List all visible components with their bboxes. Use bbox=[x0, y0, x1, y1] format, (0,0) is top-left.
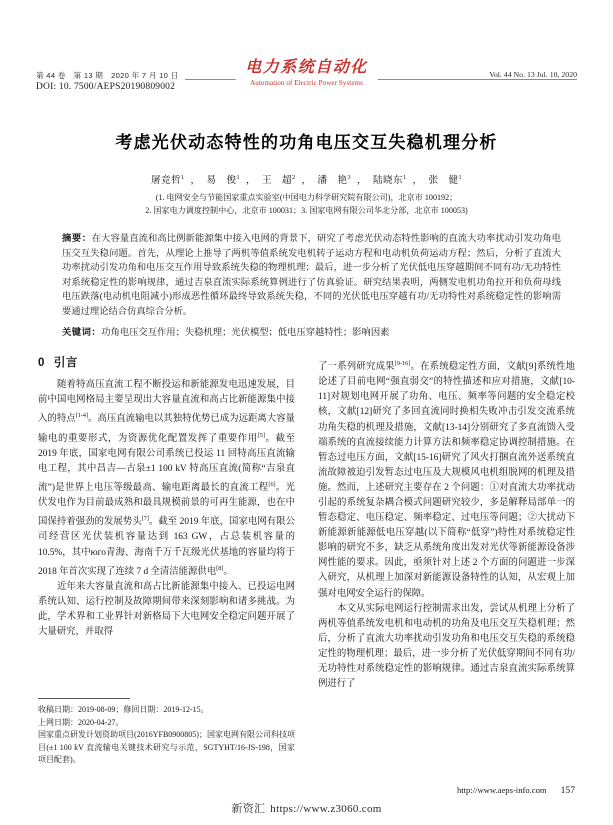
journal-title-en: Automation of Electric Power Systems bbox=[250, 79, 363, 87]
author-affiliation-marker: 1 bbox=[236, 173, 241, 181]
body-column-right bbox=[318, 356, 575, 692]
keywords-paragraph bbox=[62, 326, 561, 341]
volume-issue-date-cn: 第 44 卷 第 13 期 2020 年 7 月 10 日 bbox=[36, 70, 185, 81]
affiliation-line: (1. 电网安全与节能国家重点实验室(中国电力科学研究院有限公司)，北京市 100192； bbox=[155, 193, 458, 202]
footnote-line: 国家重点研发计划资助项目(2016YFB0900805)；国家电网有限公司科技项目(±1 100 kV 直流输电关键技术研究与示范，SGTYHT/16-JS-198，国家项目配套)。 bbox=[38, 730, 295, 765]
footnote-rule bbox=[38, 698, 130, 699]
citation-ref: [8] bbox=[216, 564, 224, 572]
author-separator: ， bbox=[412, 175, 423, 186]
masthead bbox=[36, 58, 577, 98]
abstract-paragraph bbox=[62, 232, 561, 320]
abstract-block bbox=[62, 232, 561, 340]
journal-title-cn: 电力系统自动化 bbox=[245, 59, 368, 76]
body-paragraph: 近年来大容量直流和高占比新能源集中接入、已投运电网系统认知、运行控制及故障期间带来深刻影响和诸多挑战。为此，学术界和工业界针对新格局下大电网安全稳定问题开展了大量研究，并取得 bbox=[38, 581, 295, 638]
page-number: 157 bbox=[560, 785, 575, 796]
volume-issue-date-en: Vol. 44 No. 13 Jul. 10, 2020 bbox=[483, 70, 577, 79]
affiliation-line: 2. 国家电力调度控制中心，北京市 100031；3. 国家电网有限公司华北分部，北京市 100053) bbox=[145, 205, 468, 215]
body-paragraph: 了一系列研究成果[9-16]。在系统稳定性方面，文献[9]系统性地论述了目前电网“强直弱交”的特性描述和应对措施，文献[10-11]对规划电网开展了功角、电压、频率等问题的安全稳定校核，文献[12]研究了多回直流同时换相失败冲击引发交流系统功角失稳的机理及措施，文献[13-14]分别研究了多直流馈入受端系统的直流接续能力计算方法和频率稳定协调控制措施。在暂态过电压方面，文献[15-16]研究了风火打捆直流外送系统直流故障被迫引发暂态过电压及大规模风电机组脱网的机理及措施。然而，上述研究主要存在 2 个问题：①对直流大功率扰动引起的系统复杂耦合模式问题研究较少，多是解释局部单一的暂态稳定、电压稳定、频率稳定、过电压等问题；②大扰动下新能源新能源低电压穿越(以下简称“低穿”)特性对系统稳定性影响的研究不多，缺乏从系统角度出发对光伏等新能源设备涉网性能的要求。因此，亟须针对上述 2 个方面的问题进一步深入研究，从机理上加深对新能源设备特性的认知，从宏观上加强对电网安全运行的保障。 bbox=[318, 360, 575, 599]
page-footer bbox=[318, 785, 575, 796]
author-separator: ， bbox=[301, 175, 312, 186]
citation-ref: [9-16] bbox=[394, 360, 411, 367]
author-name: 陆晓东$^1$ bbox=[372, 173, 407, 186]
footnote-block bbox=[38, 698, 295, 767]
affiliations bbox=[56, 192, 557, 217]
author-name: 潘 艳$^3$ bbox=[317, 173, 351, 186]
author-name: 屠竞哲$^1$ bbox=[151, 173, 185, 186]
citation-ref: [5] bbox=[257, 431, 266, 439]
keywords-text: 功角电压交互作用；失稳机理；光伏模型；低电压穿越特性；影响因素 bbox=[101, 327, 390, 338]
abstract-label: 摘要： bbox=[62, 234, 92, 244]
watermark-url: https://www.z3060.com bbox=[270, 803, 382, 815]
author-affiliation-marker: 1 bbox=[402, 173, 407, 181]
author-affiliation-marker: 1 bbox=[458, 173, 462, 181]
watermark bbox=[0, 800, 613, 816]
abstract-text: 在大容量直流和高比例新能源集中接入电网的背景下，研究了考虑光伏动态特性影响的直流大功率扰动引发功角电压交互失稳问题。首先，从理论上推导了两机等值系统发电机转子运动方程和电动机负荷运动方程；然后，分析了直流大功率扰动引发功角和电压交互作用导致系统失稳的物理机理；最后，进一步分析了光伏低电压穿越期间不同有功/无功特性对系统稳定性的影响规律，通过吉泉直流实际系统算例进行了仿真验证。研究结果表明，两侧发电机功角拉开和负荷母线电压跌落(电动机电阻减小)形成恶性循环最终导致系统失稳，不同的光伏低电压穿越有功/无功特性对系统稳定性的影响需要通过理论结合仿真综合分析。 bbox=[62, 234, 561, 317]
page-title: 考虑光伏动态特性的功角电压交互失稳机理分析 bbox=[115, 133, 498, 152]
journal-logo bbox=[235, 58, 378, 88]
section-number: 0 bbox=[38, 357, 45, 369]
author-affiliation-marker: 3 bbox=[347, 173, 351, 181]
footnote-line: 上网日期：2020-04-27。 bbox=[38, 717, 124, 727]
keywords-label: 关键词： bbox=[62, 327, 102, 338]
author-affiliation-marker: 2 bbox=[292, 173, 296, 181]
section-title: 引言 bbox=[53, 357, 78, 369]
author-separator: ， bbox=[356, 175, 367, 186]
author-separator: ， bbox=[246, 175, 257, 186]
watermark-label: 新资汇 bbox=[231, 803, 266, 815]
citation-ref: [7] bbox=[141, 515, 149, 523]
body-paragraph: 本文从实际电网运行控制需求出发，尝试从机理上分析了两机等值系统发电机和电动机的功角及电压交互失稳机理；然后，分析了直流大功率扰动引发功角和电压交互失稳的系统稳定性的物理机理；最后，进一步分析了光伏低穿期间不同有功/无功特性对系统稳定性的影响规律。通过吉泉直流实际系统算例进行了 bbox=[318, 603, 575, 690]
body-column-left bbox=[38, 356, 295, 640]
doi-line: DOI: 10. 7500/AEPS20190809002 bbox=[36, 82, 176, 92]
body-paragraph: 随着特高压直流工程不断投运和新能源发电迅速发展，目前中国电网格局主要呈现出大容量直流和高占比新能源集中接入的特点[1-4]。高压直流输电以其独特优势已成为远距离大容量输电的重要形式，为资源优化配置发挥了重要作用[5]。截至 2019 年底，国家电网有限公司系统已投运 11 回特高压直流输电工程，其中昌吉—古泉±1 100 kV 特高压直流(简称“吉泉直流”)是世界上电压等级最高、输电距离最长的直流工程[6]。光伏发电作为目前最成熟和最具规模前景的可再生能源，也在中国保持着强劲的发展势头[7]。截至 2019 年底，国家电网有限公司经营区光伏装机容量达到 163 GW，占总装机容量的 10.5%，其中юго青海、海南千万千瓦级光伏基地的容量均将于 2018 年首次实现了连续 7 d 全清洁能源供电[8]。 bbox=[38, 380, 295, 577]
citation-ref: [1-4] bbox=[75, 412, 89, 420]
journal-url[interactable]: http://www.aeps-info.com bbox=[456, 785, 547, 795]
author-name: 易 俊$^1$ bbox=[206, 173, 241, 186]
section-heading bbox=[38, 356, 295, 371]
author-name: 王 超$^2$ bbox=[262, 173, 296, 186]
author-name: 张 健$^1$ bbox=[428, 173, 462, 186]
author-separator: ， bbox=[190, 175, 201, 186]
author-list bbox=[0, 172, 613, 186]
citation-ref: [6] bbox=[268, 480, 276, 488]
author-affiliation-marker: 1 bbox=[181, 173, 185, 181]
footnote-line: 收稿日期：2019-08-09；修回日期：2019-12-15。 bbox=[38, 705, 209, 714]
